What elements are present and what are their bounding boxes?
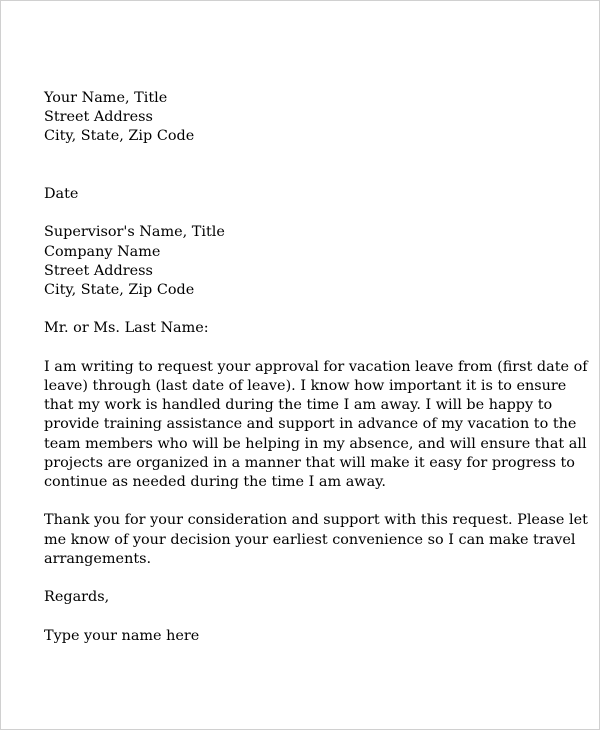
letter-date: Date (44, 186, 79, 202)
salutation: Mr. or Ms. Last Name: (44, 320, 209, 337)
sender-street: Street Address (44, 109, 153, 126)
closing-block (44, 588, 569, 607)
signature-name: Type your name here (44, 627, 200, 644)
spacer (44, 204, 569, 223)
recipient-name-title: Supervisor's Name, Title (44, 224, 225, 241)
recipient-company: Company Name (44, 243, 161, 260)
body-paragraph-2 (44, 511, 588, 569)
letter-body (44, 89, 588, 646)
spacer (44, 300, 569, 319)
paragraph-line: leave) through (last date of leave). I know how important it is to ensure (44, 377, 567, 394)
recipient-street: Street Address (44, 262, 153, 279)
paragraph-line: I am writing to request your approval for vacation leave from (first date of (44, 358, 588, 375)
spacer (44, 147, 569, 185)
spacer (44, 492, 569, 511)
paragraph-line: that my work is handled during the time I am away. I will be happy to (44, 397, 553, 414)
salutation-block (44, 319, 569, 338)
paragraph-line: Thank you for your consideration and support with this request. Please let (44, 512, 588, 529)
recipient-city-state-zip: City, State, Zip Code (44, 282, 195, 298)
signature-block (44, 627, 569, 646)
paragraph-line: team members who will be helping in my absence, and will ensure that all (44, 435, 587, 452)
body-paragraph-1 (44, 358, 588, 492)
closing: Regards, (44, 589, 110, 606)
spacer (44, 569, 569, 588)
sender-address-block (44, 89, 569, 147)
paragraph-line: projects are organized in a manner that will make it easy for progress to (44, 454, 575, 471)
paragraph-line: provide training assistance and support in advance of my vacation to the (44, 416, 577, 433)
spacer (44, 339, 569, 358)
paragraph-line: continue as needed during the time I am away. (44, 474, 386, 490)
recipient-address-block (44, 223, 569, 300)
sender-city-state-zip: City, State, Zip Code (44, 128, 195, 145)
date-line (44, 185, 569, 204)
paragraph-line: arrangements. (44, 550, 152, 567)
paragraph-line: me know of your decision your earliest convenience so I can make travel (44, 531, 576, 548)
spacer (44, 607, 569, 626)
sender-name-title: Your Name, Title (44, 90, 168, 106)
